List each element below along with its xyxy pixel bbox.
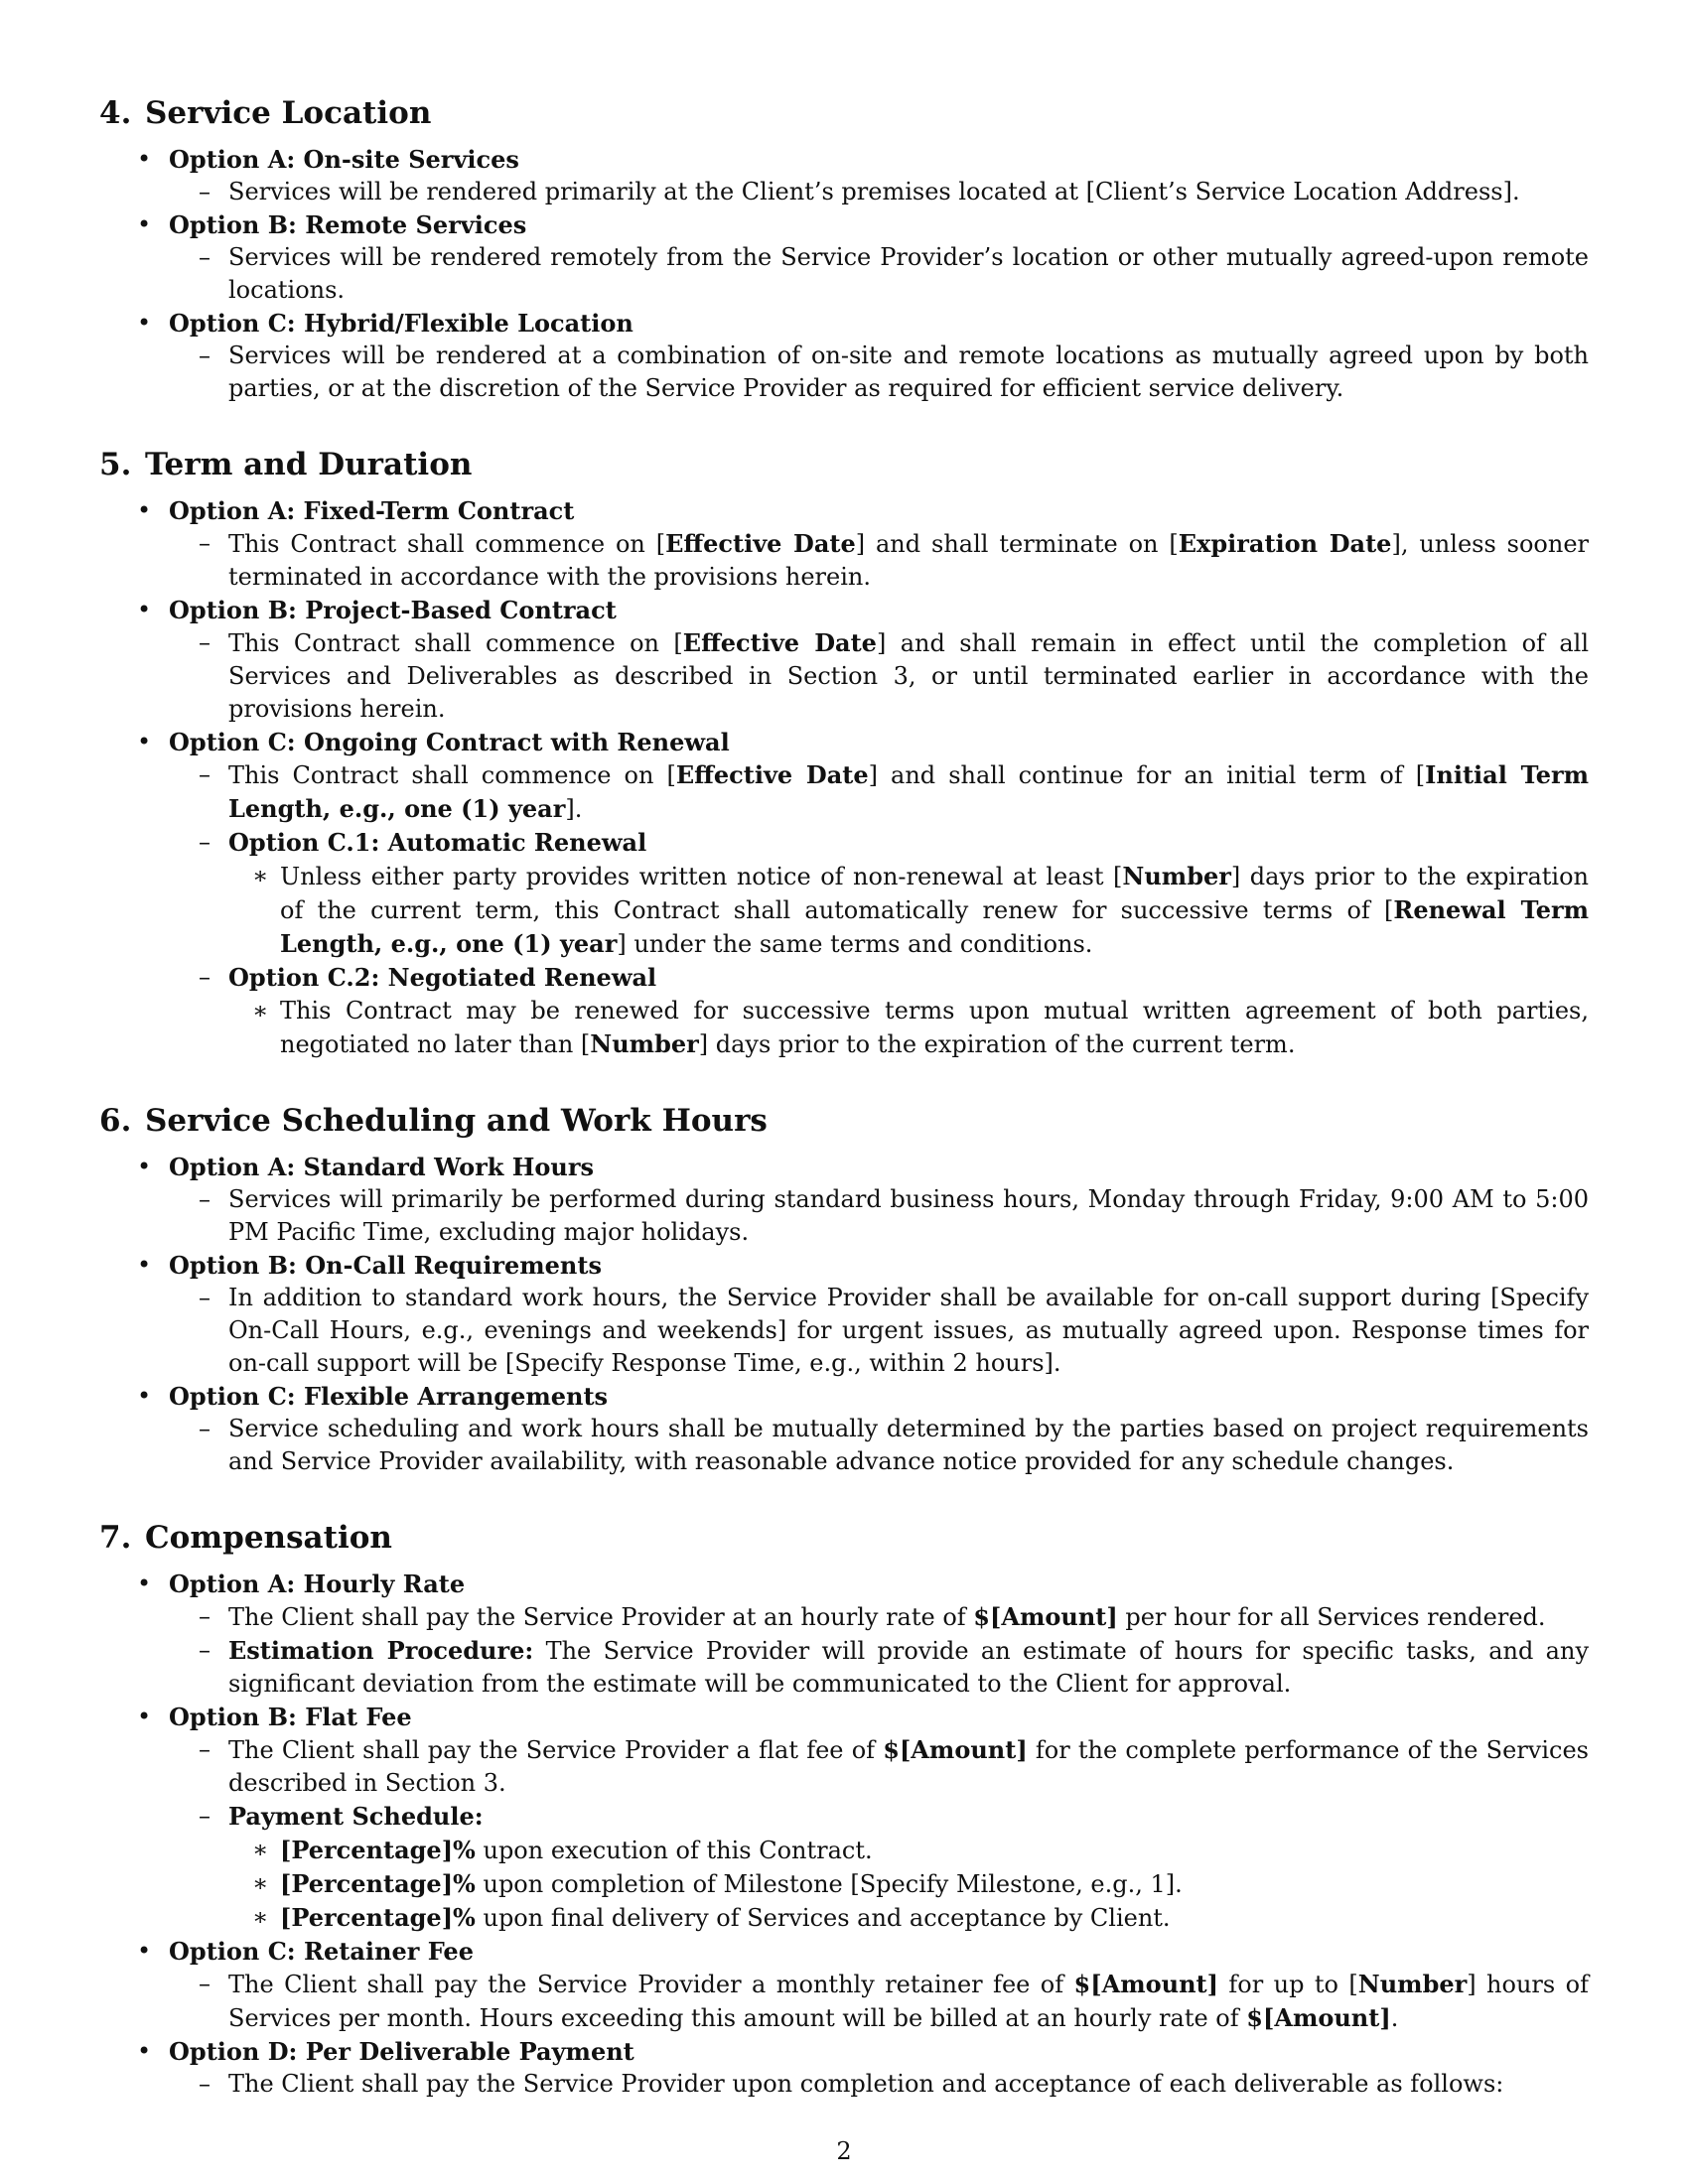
option-item bbox=[99, 208, 1589, 307]
section-title: Service Scheduling and Work Hours bbox=[145, 1103, 768, 1139]
section-title: Service Location bbox=[145, 95, 432, 131]
clause-item: – In addition to standard work hours, the Service Provider shall be available for on-call support during [Specify On-Call Hours, e.g., evenings and weekends] for urgent issues, as mutually agreed upon. Response times for on-call support will be [Specify Response Time, e.g., within 2 hours]. bbox=[169, 1282, 1589, 1380]
section-heading bbox=[99, 91, 1589, 135]
option-title: • Option B: Project-Based Contract bbox=[169, 596, 617, 624]
clause-item: – The Client shall pay the Service Provider at an hourly rate of $[Amount] per hour for all Services rendered. bbox=[169, 1600, 1589, 1634]
sub-clause-item: ∗ [Percentage]% upon completion of Milestone [Specify Milestone, e.g., 1]. bbox=[228, 1867, 1589, 1901]
clause-list bbox=[169, 626, 1589, 726]
option-title: • Option A: Hourly Rate bbox=[169, 1570, 466, 1598]
option-title: • Option B: On-Call Requirements bbox=[169, 1251, 602, 1280]
option-title: • Option B: Flat Fee bbox=[169, 1703, 412, 1731]
clause-list bbox=[169, 241, 1589, 307]
option-list bbox=[99, 494, 1589, 1061]
clause-list bbox=[169, 1600, 1589, 1701]
section-number: 4. bbox=[99, 95, 132, 131]
clause-list bbox=[169, 1733, 1589, 1935]
clause-item: – Services will be rendered primarily at the Client’s premises located at [Client’s Service Location Address]. bbox=[169, 176, 1589, 208]
sub-option-title: Payment Schedule: bbox=[228, 1802, 484, 1831]
sub-clause-list bbox=[228, 1834, 1589, 1935]
sub-clause-list bbox=[228, 860, 1589, 961]
clause-item: – Estimation Procedure: The Service Provider will provide an estimate of hours for specific tasks, and any significant deviation from the estimate will be communicated to the Client for approval. bbox=[169, 1634, 1589, 1701]
section bbox=[99, 1099, 1589, 1478]
document-body bbox=[99, 91, 1589, 2138]
option-item bbox=[99, 1568, 1589, 1701]
option-title: • Option A: Standard Work Hours bbox=[169, 1153, 594, 1181]
option-title: • Option A: On-site Services bbox=[169, 145, 519, 174]
section bbox=[99, 1516, 1589, 2101]
clause-item: – Services will be rendered at a combination of on-site and remote locations as mutually agreed upon by both parties, or at the discretion of the Service Provider as required for efficient service delivery. bbox=[169, 340, 1589, 405]
clause-item: – Services will be rendered remotely from the Service Provider’s location or other mutually agreed-upon remote locations. bbox=[169, 241, 1589, 307]
clause-item: – Service scheduling and work hours shall be mutually determined by the parties based on project requirements and Service Provider availability, with reasonable advance notice provided for any schedule changes. bbox=[169, 1413, 1589, 1478]
section-title: Compensation bbox=[145, 1520, 392, 1556]
option-title: • Option C: Hybrid/Flexible Location bbox=[169, 309, 633, 338]
option-list bbox=[99, 143, 1589, 405]
option-item bbox=[99, 307, 1589, 405]
option-title: • Option C: Ongoing Contract with Renewal bbox=[169, 728, 730, 756]
option-item bbox=[99, 594, 1589, 726]
clause-item: – This Contract shall commence on [Effective Date] and shall continue for an initial term of [Initial Term Length, e.g., one (1) year]. bbox=[169, 758, 1589, 826]
sub-option-title: Option C.2: Negotiated Renewal bbox=[228, 963, 657, 992]
clause-list bbox=[169, 176, 1589, 208]
sub-clause-item: ∗ [Percentage]% upon execution of this Contract. bbox=[228, 1834, 1589, 1867]
option-list bbox=[99, 1568, 1589, 2101]
clause-list bbox=[169, 340, 1589, 405]
clause-item: – Services will primarily be performed during standard business hours, Monday through Friday, 9:00 AM to 5:00 PM Pacific Time, excluding major holidays. bbox=[169, 1183, 1589, 1249]
sub-clause-item: ∗ This Contract may be renewed for successive terms upon mutual written agreement of both parties, negotiated no later than [Number] days prior to the expiration of the current term. bbox=[228, 995, 1589, 1061]
option-item bbox=[99, 2035, 1589, 2101]
option-title: • Option A: Fixed-Term Contract bbox=[169, 496, 575, 525]
section-heading bbox=[99, 1516, 1589, 1560]
sub-option-item bbox=[169, 1800, 1589, 1935]
section bbox=[99, 91, 1589, 405]
clause-list bbox=[169, 758, 1589, 1061]
option-item bbox=[99, 143, 1589, 208]
clause-list bbox=[169, 1282, 1589, 1380]
clause-item: – This Contract shall commence on [Effective Date] and shall terminate on [Expiration Date], unless sooner terminated in accordance with the provisions herein. bbox=[169, 527, 1589, 594]
sub-clause-item: ∗ [Percentage]% upon final delivery of Services and acceptance by Client. bbox=[228, 1901, 1589, 1935]
sub-option-title: Option C.1: Automatic Renewal bbox=[228, 828, 647, 857]
option-item bbox=[99, 1249, 1589, 1380]
clause-list bbox=[169, 1968, 1589, 2035]
sub-option-item bbox=[169, 826, 1589, 961]
option-item bbox=[99, 1380, 1589, 1478]
sub-clause-item: ∗ Unless either party provides written notice of non-renewal at least [Number] days prior to the expiration of the current term, this Contract shall automatically renew for successive terms of [Renewal Term Length, e.g., one (1) year] under the same terms and conditions. bbox=[228, 860, 1589, 961]
sub-clause-list bbox=[228, 995, 1589, 1061]
section-number: 6. bbox=[99, 1103, 132, 1139]
sub-option-item bbox=[169, 961, 1589, 1061]
option-title: • Option D: Per Deliverable Payment bbox=[169, 2037, 634, 2066]
page-number: 2 bbox=[836, 2137, 852, 2165]
clause-item: – The Client shall pay the Service Provider a flat fee of $[Amount] for the complete performance of the Services described in Section 3. bbox=[169, 1733, 1589, 1800]
option-title: • Option C: Flexible Arrangements bbox=[169, 1382, 609, 1411]
clause-list bbox=[169, 527, 1589, 594]
option-item bbox=[99, 1935, 1589, 2035]
section-heading bbox=[99, 443, 1589, 486]
clause-item: – The Client shall pay the Service Provider upon completion and acceptance of each deliverable as follows: bbox=[169, 2068, 1589, 2101]
option-title: • Option B: Remote Services bbox=[169, 210, 527, 239]
option-item bbox=[99, 1151, 1589, 1249]
section-number: 5. bbox=[99, 447, 132, 482]
section-heading bbox=[99, 1099, 1589, 1143]
option-list bbox=[99, 1151, 1589, 1478]
section-number: 7. bbox=[99, 1520, 132, 1556]
clause-item: – This Contract shall commence on [Effective Date] and shall remain in effect until the completion of all Services and Deliverables as described in Section 3, or until terminated earlier in accordance with the provisions herein. bbox=[169, 626, 1589, 726]
clause-list bbox=[169, 2068, 1589, 2101]
clause-item: – The Client shall pay the Service Provider a monthly retainer fee of $[Amount] for up to [Number] hours of Services per month. Hours exceeding this amount will be billed at an hourly rate of $[Amount]. bbox=[169, 1968, 1589, 2035]
option-item bbox=[99, 1701, 1589, 1935]
section-title: Term and Duration bbox=[145, 447, 473, 482]
clause-list bbox=[169, 1183, 1589, 1249]
option-item bbox=[99, 726, 1589, 1061]
section bbox=[99, 443, 1589, 1061]
option-title: • Option C: Retainer Fee bbox=[169, 1937, 474, 1966]
option-item bbox=[99, 494, 1589, 594]
clause-list bbox=[169, 1413, 1589, 1478]
